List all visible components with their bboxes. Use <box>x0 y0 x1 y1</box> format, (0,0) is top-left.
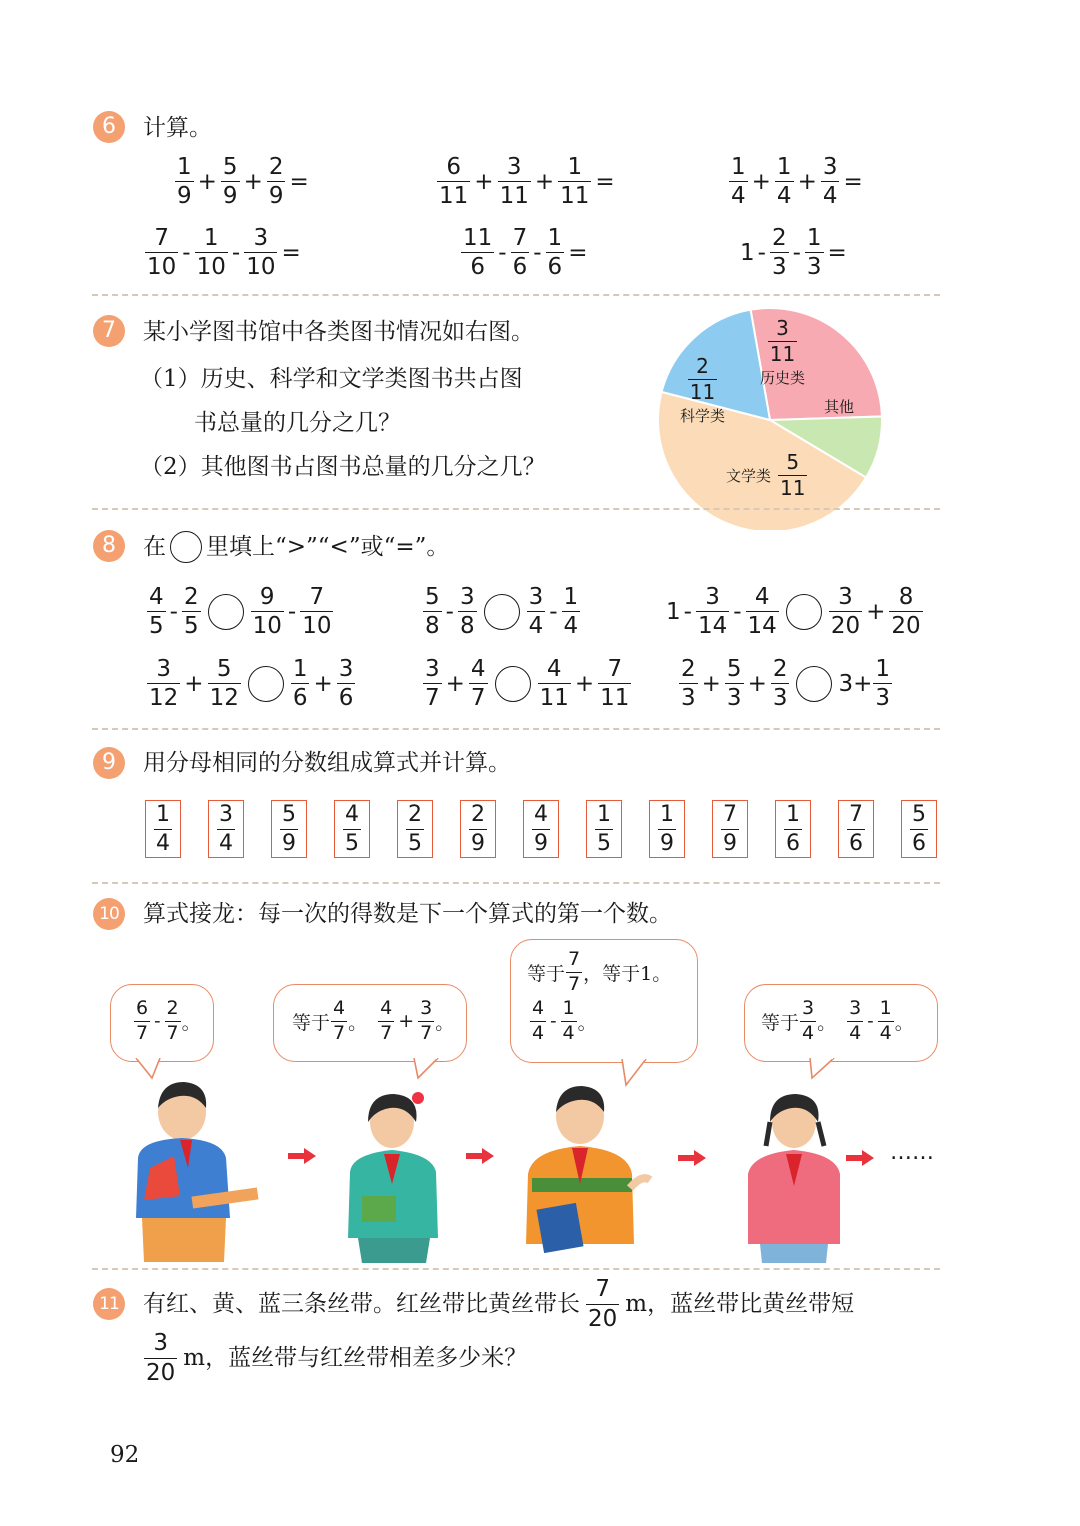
fraction-card <box>775 800 811 858</box>
fraction: $\frac{1}{4}$ <box>562 996 575 1044</box>
fraction: $\frac{11}{6}$ <box>463 225 493 281</box>
operator: - <box>550 1010 557 1033</box>
sub-question-1-continued: 书总量的几分之几？ <box>194 410 401 436</box>
fraction: $\frac{5}{9}$ <box>222 154 238 210</box>
question-number-badge: 9 <box>93 747 125 779</box>
punctuation: 。 <box>894 1011 914 1034</box>
operator: + <box>866 598 886 625</box>
fraction: $\frac{1}{9}$ <box>177 154 192 210</box>
fraction-card <box>334 800 370 858</box>
fraction: $\frac{3}{14}$ <box>697 584 728 640</box>
fraction: $\frac{2}{5}$ <box>408 802 422 856</box>
fraction-card <box>901 800 937 858</box>
girl-speaking-illustration <box>740 1088 850 1263</box>
number: 1 <box>740 239 755 266</box>
comparison-expression <box>146 585 334 638</box>
bubble-text: 等于 <box>761 1011 800 1034</box>
speech-bubble <box>744 984 938 1062</box>
pie-label-science <box>680 356 725 426</box>
operator: = <box>595 168 615 195</box>
fraction: $\frac{1}{4}$ <box>731 154 746 210</box>
fraction: $\frac{3}{6}$ <box>338 656 354 712</box>
category-label: 文学类 <box>726 467 772 485</box>
fraction: $\frac{3}{10}$ <box>246 225 276 281</box>
fraction: $\frac{1}{4}$ <box>776 154 792 210</box>
calc-expression <box>740 226 850 279</box>
fraction: $\frac{7}{11}$ <box>600 656 630 712</box>
operator: - <box>154 1010 161 1033</box>
question-title: 在 里填上“>”“<”或“=”。 <box>143 531 449 563</box>
fraction: $\frac{2}{9}$ <box>268 154 284 210</box>
arrow-right-icon <box>678 1150 706 1166</box>
fraction: $\frac{7}{20}$ <box>588 1276 618 1332</box>
operator: + <box>445 670 465 697</box>
comparison-expression <box>678 657 893 710</box>
fraction: $\frac{3}{7}$ <box>420 997 433 1044</box>
fraction-card <box>523 800 559 858</box>
operator: + <box>474 168 494 195</box>
question-number-badge: 11 <box>93 1288 125 1320</box>
bubble-text: ，等于1。 <box>583 962 672 985</box>
fraction: $\frac{7}{6}$ <box>849 802 863 856</box>
operator: + <box>313 670 333 697</box>
bubble-text: 等于 <box>292 1011 331 1034</box>
operator: - <box>533 239 542 266</box>
fraction: $\frac{1}{4}$ <box>879 997 892 1044</box>
girl-with-book-illustration <box>340 1088 450 1263</box>
question-text-line-2: $\frac{3}{20}$ m，蓝丝带与红丝带相差多少米？ <box>146 1330 528 1386</box>
operator: - <box>498 239 507 266</box>
pie-label-literature <box>726 452 808 499</box>
fraction: $\frac{7}{10}$ <box>302 584 332 640</box>
punctuation: 。 <box>435 1011 455 1034</box>
question-number-badge: 7 <box>93 315 125 347</box>
calc-expression <box>728 155 866 208</box>
fraction: $\frac{2}{7}$ <box>166 997 179 1044</box>
comparison-expression <box>666 585 924 638</box>
operator: = <box>827 239 847 266</box>
fraction: $\frac{1}{6}$ <box>292 656 308 712</box>
divider <box>92 1268 940 1270</box>
comparison-expression <box>422 657 632 710</box>
fraction: $\frac{4}{5}$ <box>149 584 164 640</box>
fraction: $\frac{3}{4}$ <box>528 584 544 640</box>
fraction: $\frac{5}{11}$ <box>780 450 806 500</box>
calc-expression <box>144 226 304 279</box>
fraction: $\frac{2}{9}$ <box>471 802 485 856</box>
fraction: $\frac{4}{7}$ <box>470 656 486 712</box>
operator: - <box>733 598 742 625</box>
comparison-expression <box>146 657 356 710</box>
fraction-card <box>838 800 874 858</box>
operator: + <box>701 670 721 697</box>
operator: + <box>534 168 555 195</box>
operator: + <box>184 670 204 697</box>
fraction: $\frac{6}{11}$ <box>439 154 469 210</box>
boy-reading-illustration <box>130 1078 270 1263</box>
operator: - <box>445 598 454 625</box>
fraction: $\frac{4}{5}$ <box>345 802 359 856</box>
fraction: $\frac{4}{9}$ <box>534 802 548 856</box>
punctuation: 。 <box>577 1011 597 1034</box>
fraction: $\frac{3}{12}$ <box>149 656 179 712</box>
fraction: $\frac{1}{4}$ <box>156 802 170 856</box>
fraction: $\frac{7}{7}$ <box>568 948 581 995</box>
fraction: $\frac{5}{8}$ <box>425 584 440 640</box>
fraction: $\frac{3}{4}$ <box>219 802 233 856</box>
category-label: 历史类 <box>760 369 806 387</box>
fraction: $\frac{4}{14}$ <box>747 584 777 640</box>
speech-bubble <box>273 984 467 1062</box>
fraction: $\frac{7}{9}$ <box>723 802 737 856</box>
operator: + <box>747 670 767 697</box>
fraction: $\frac{3}{7}$ <box>425 656 440 712</box>
fraction-card <box>397 800 433 858</box>
fraction: $\frac{3}{4}$ <box>849 997 862 1044</box>
operator: - <box>683 598 692 625</box>
pie-label-other: 其他 <box>824 398 855 416</box>
fraction: $\frac{1}{5}$ <box>597 802 611 856</box>
fraction: $\frac{8}{20}$ <box>891 584 921 640</box>
question-number-badge: 8 <box>93 530 125 562</box>
sub-question-2: （2）其他图书占图书总量的几分之几？ <box>140 454 546 480</box>
fraction: $\frac{5}{12}$ <box>209 656 239 712</box>
fraction: $\frac{9}{10}$ <box>252 584 282 640</box>
operator: + <box>797 168 817 195</box>
comparison-expression <box>422 585 581 638</box>
divider <box>92 728 940 730</box>
speech-bubble <box>110 984 214 1062</box>
fraction-card <box>712 800 748 858</box>
fraction: $\frac{3}{11}$ <box>499 154 529 210</box>
fraction: $\frac{7}{10}$ <box>147 225 177 281</box>
fraction: $\frac{5}{6}$ <box>912 802 926 856</box>
speech-bubble <box>510 939 698 1063</box>
fraction: $\frac{4}{11}$ <box>539 656 569 712</box>
question-title: 计算。 <box>143 115 212 141</box>
question-title: 某小学图书馆中各类图书情况如右图。 <box>143 319 534 345</box>
comparison-blank-circle[interactable] <box>208 594 244 630</box>
bubble-text: 等于 <box>527 962 566 985</box>
operator: - <box>757 239 766 266</box>
fraction: $\frac{4}{4}$ <box>532 996 545 1044</box>
number: 1 <box>666 598 681 625</box>
fraction: $\frac{6}{7}$ <box>136 997 149 1044</box>
ellipsis: …… <box>890 1140 934 1165</box>
fraction-card <box>586 800 622 858</box>
fraction-card <box>145 800 181 858</box>
number: 3+ <box>838 670 873 697</box>
question-title: 算式接龙：每一次的得数是下一个算式的第一个数。 <box>143 901 672 927</box>
fraction: $\frac{3}{20}$ <box>146 1330 176 1386</box>
comparison-blank-circle[interactable] <box>484 594 520 630</box>
arrow-right-icon <box>288 1148 316 1164</box>
operator: = <box>281 239 301 266</box>
operator: + <box>243 168 263 195</box>
fraction: $\frac{1}{10}$ <box>196 225 226 281</box>
fraction: $\frac{1}{9}$ <box>660 802 674 856</box>
fraction-card <box>271 800 307 858</box>
comparison-blank-circle[interactable] <box>786 594 822 630</box>
fraction: $\frac{2}{11}$ <box>689 354 716 404</box>
punctuation: 。 <box>181 1011 201 1034</box>
question-text-line-1: 有红、黄、蓝三条丝带。红丝带比黄丝带长 $\frac{7}{20}$ m，蓝丝带比黄丝带短 <box>143 1276 855 1332</box>
operator: + <box>751 168 771 195</box>
fraction: $\frac{4}{7}$ <box>380 997 393 1044</box>
category-label: 科学类 <box>680 407 726 425</box>
fraction: $\frac{5}{3}$ <box>726 656 742 712</box>
divider <box>92 882 940 884</box>
operator: - <box>169 598 178 625</box>
blank-circle-icon <box>170 531 202 563</box>
boy-with-book-illustration <box>518 1080 658 1265</box>
comparison-blank-circle[interactable] <box>796 666 832 702</box>
operator: - <box>549 598 558 625</box>
comparison-blank-circle[interactable] <box>495 666 531 702</box>
fraction: $\frac{3}{11}$ <box>769 316 796 366</box>
pie-label-history <box>760 318 805 388</box>
fraction: $\frac{3}{20}$ <box>830 584 861 640</box>
comparison-blank-circle[interactable] <box>248 666 284 702</box>
operator: - <box>231 239 241 266</box>
arrow-right-icon <box>466 1148 494 1164</box>
fraction: $\frac{2}{3}$ <box>681 656 696 712</box>
fraction: $\frac{3}{8}$ <box>459 584 475 640</box>
fraction: $\frac{7}{6}$ <box>512 225 528 281</box>
fraction: $\frac{1}{6}$ <box>547 225 563 281</box>
question-title: 用分母相同的分数组成算式并计算。 <box>143 750 511 776</box>
fraction: $\frac{5}{9}$ <box>282 802 296 856</box>
arrow-right-icon <box>846 1150 874 1166</box>
fraction: $\frac{1}{6}$ <box>786 802 800 856</box>
fraction: $\frac{1}{11}$ <box>560 154 590 210</box>
punctuation: 。 <box>817 1011 837 1034</box>
operator: - <box>792 239 801 266</box>
calc-expression <box>436 155 618 208</box>
calc-expression <box>460 226 590 279</box>
bubble-tail <box>412 1058 442 1080</box>
operator: - <box>182 239 191 266</box>
operator: = <box>568 239 588 266</box>
fraction: $\frac{1}{3}$ <box>806 225 822 281</box>
operator: + <box>574 670 595 697</box>
fraction-card <box>649 800 685 858</box>
fraction: $\frac{1}{3}$ <box>875 656 891 712</box>
divider <box>92 508 940 510</box>
bubble-tail <box>808 1058 838 1080</box>
fraction: $\frac{2}{5}$ <box>183 584 199 640</box>
bubble-tail <box>134 1058 164 1080</box>
sub-question-1: （1）历史、科学和文学类图书共占图 <box>140 366 523 392</box>
operator: + <box>197 168 217 195</box>
fraction-card <box>460 800 496 858</box>
fraction: $\frac{4}{7}$ <box>333 997 346 1044</box>
fraction-card <box>208 800 244 858</box>
fraction: $\frac{1}{4}$ <box>563 584 579 640</box>
divider <box>92 294 940 296</box>
page-number: 92 <box>110 1442 140 1468</box>
operator: - <box>287 598 297 625</box>
calc-expression <box>174 155 312 208</box>
fraction: $\frac{3}{4}$ <box>822 154 838 210</box>
fraction: $\frac{3}{4}$ <box>802 997 815 1044</box>
operator: - <box>867 1010 874 1033</box>
punctuation: 。 <box>348 1011 368 1034</box>
question-number-badge: 6 <box>93 111 125 143</box>
operator: = <box>289 168 309 195</box>
fraction: $\frac{2}{3}$ <box>771 225 787 281</box>
operator: + <box>398 1010 415 1033</box>
question-number-badge: 10 <box>93 898 125 930</box>
fraction: $\frac{2}{3}$ <box>772 656 788 712</box>
operator: = <box>843 168 863 195</box>
